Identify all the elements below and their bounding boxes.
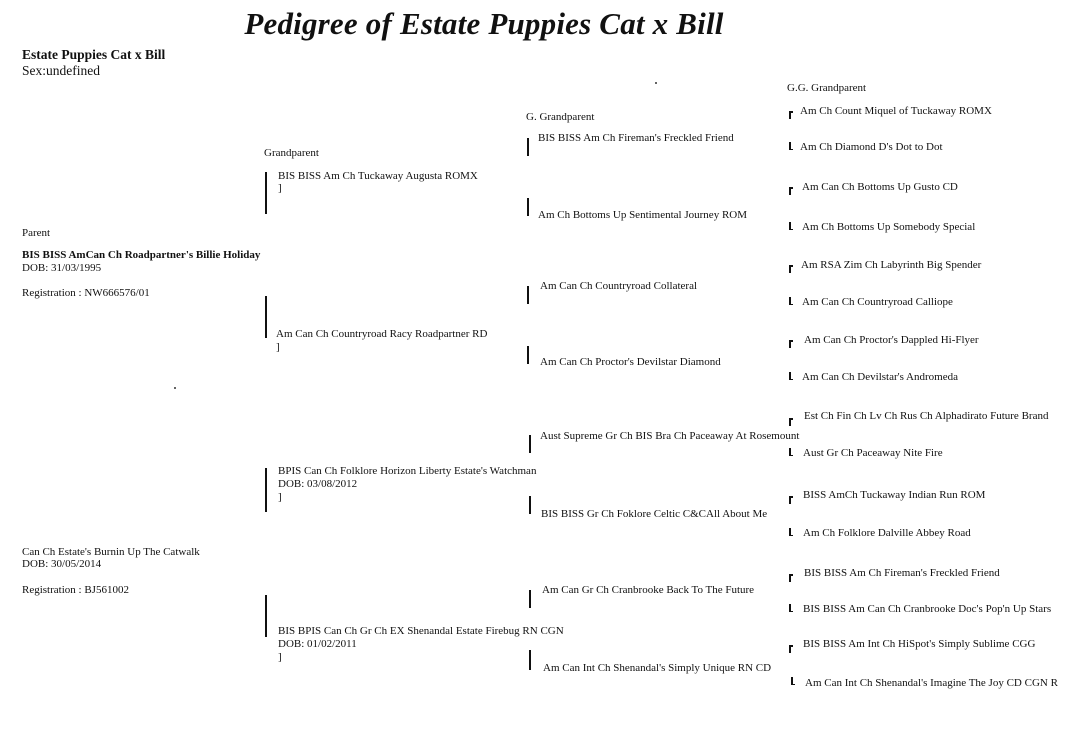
g-grandparent-name: Am Can Ch Proctor's Devilstar Diamond (540, 356, 721, 368)
parent-registration: Registration : BJ561002 (22, 584, 129, 596)
bracket-tick (789, 340, 791, 348)
gg-grandparent-name: Aust Gr Ch Paceaway Nite Fire (803, 447, 943, 459)
bracket-line (529, 435, 531, 453)
parent-dob: DOB: 30/05/2014 (22, 558, 102, 570)
gg-grandparent-name: Am Ch Diamond D's Dot to Dot (800, 141, 943, 153)
gg-grandparent-name: Est Ch Fin Ch Lv Ch Rus Ch Alphadirato Future Brand (804, 410, 1049, 422)
gg-grandparent-name: Am Can Ch Proctor's Dappled Hi-Flyer (804, 334, 979, 346)
bracket-line (265, 172, 267, 214)
bracket-tick (789, 574, 791, 582)
bracket-tick (789, 645, 791, 653)
grandparent-extra: ] (278, 651, 282, 663)
grandparent-dob: DOB: 03/08/2012 (278, 478, 358, 490)
gg-grandparent-name: Am Can Ch Countryroad Calliope (802, 296, 953, 308)
g-grandparent-name: Am Can Gr Ch Cranbrooke Back To The Future (542, 584, 755, 596)
bracket-tick (789, 142, 791, 150)
bracket-line (265, 595, 267, 637)
g-grandparent-name: BIS BISS Gr Ch Foklore Celtic C&CAll About Me (541, 508, 768, 520)
grandparent-name: BPIS Can Ch Folklore Horizon Liberty Estate's Watchman (278, 465, 537, 477)
bracket-tick (789, 418, 791, 426)
bracket-line (265, 468, 267, 512)
parent-registration: Registration : NW666576/01 (22, 287, 150, 299)
bracket-tick (789, 297, 791, 305)
scan-speck (174, 387, 176, 389)
bracket-tick (789, 448, 791, 456)
parent-name: BIS BISS AmCan Ch Roadpartner's Billie Holiday (22, 249, 261, 261)
gg-grandparent-name: Am RSA Zim Ch Labyrinth Big Spender (801, 259, 982, 271)
header-parent: Parent (22, 227, 51, 239)
grandparent-name: BIS BISS Am Ch Tuckaway Augusta ROMX (278, 170, 478, 182)
subject-name: Estate Puppies Cat x Bill (22, 47, 166, 62)
bracket-tick (789, 496, 791, 504)
grandparent-extra: ] (278, 182, 282, 194)
grandparent-extra: ] (276, 341, 280, 353)
bracket-tick (789, 111, 791, 119)
g-grandparent-name: Am Can Int Ch Shenandal's Simply Unique RN CD (543, 662, 772, 674)
bracket-tick (789, 604, 791, 612)
bracket-tick (789, 187, 791, 195)
bracket-line (527, 346, 529, 364)
bracket-tick (789, 222, 791, 230)
bracket-line (527, 286, 529, 304)
gg-grandparent-name: BIS BISS Am Ch Fireman's Freckled Friend (804, 567, 1000, 579)
g-grandparent-name: BIS BISS Am Ch Fireman's Freckled Friend (538, 132, 734, 144)
bracket-line (527, 138, 529, 156)
header-g-grandparent: G. Grandparent (526, 111, 595, 123)
grandparent-dob: DOB: 01/02/2011 (278, 638, 357, 650)
gg-grandparent-name: BIS BISS Am Int Ch HiSpot's Simply Sublime CGG (803, 638, 1036, 650)
bracket-line (529, 650, 531, 670)
parent-name: Can Ch Estate's Burnin Up The Catwalk (22, 546, 200, 558)
gg-grandparent-name: Am Can Ch Bottoms Up Gusto CD (802, 181, 958, 193)
grandparent-name: Am Can Ch Countryroad Racy Roadpartner RD (276, 328, 488, 340)
bracket-line (527, 198, 529, 216)
page-title: Pedigree of Estate Puppies Cat x Bill (244, 6, 724, 41)
grandparent-extra: ] (278, 491, 282, 503)
g-grandparent-name: Am Can Ch Countryroad Collateral (540, 280, 698, 292)
gg-grandparent-name: Am Ch Folklore Dalville Abbey Road (803, 527, 971, 539)
g-grandparent-name: Aust Supreme Gr Ch BIS Bra Ch Paceaway At Rosemount (540, 430, 800, 442)
grandparent-name: BIS BPIS Can Ch Gr Ch EX Shenandal Estate Firebug RN CGN (278, 625, 564, 637)
scan-speck (655, 82, 657, 84)
gg-grandparent-name: Am Ch Count Miquel of Tuckaway ROMX (800, 105, 992, 117)
bracket-tick (789, 265, 791, 273)
bracket-tick (791, 677, 793, 685)
g-grandparent-name: Am Ch Bottoms Up Sentimental Journey ROM (538, 209, 747, 221)
bracket-line (265, 296, 267, 338)
bracket-tick (789, 372, 791, 380)
gg-grandparent-name: BISS AmCh Tuckaway Indian Run ROM (803, 489, 986, 501)
gg-grandparent-name: BIS BISS Am Can Ch Cranbrooke Doc's Pop'n Up Stars (803, 603, 1052, 615)
bracket-line (529, 590, 531, 608)
header-gg-grandparent: G.G. Grandparent (787, 82, 867, 94)
subject-sex: Sex:undefined (22, 63, 100, 78)
parent-dob: DOB: 31/03/1995 (22, 262, 102, 274)
gg-grandparent-name: Am Can Int Ch Shenandal's Imagine The Joy CD CGN R (805, 677, 1058, 689)
bracket-line (529, 496, 531, 514)
bracket-tick (789, 528, 791, 536)
gg-grandparent-name: Am Can Ch Devilstar's Andromeda (802, 371, 958, 383)
gg-grandparent-name: Am Ch Bottoms Up Somebody Special (802, 221, 976, 233)
header-grandparent: Grandparent (264, 147, 319, 159)
